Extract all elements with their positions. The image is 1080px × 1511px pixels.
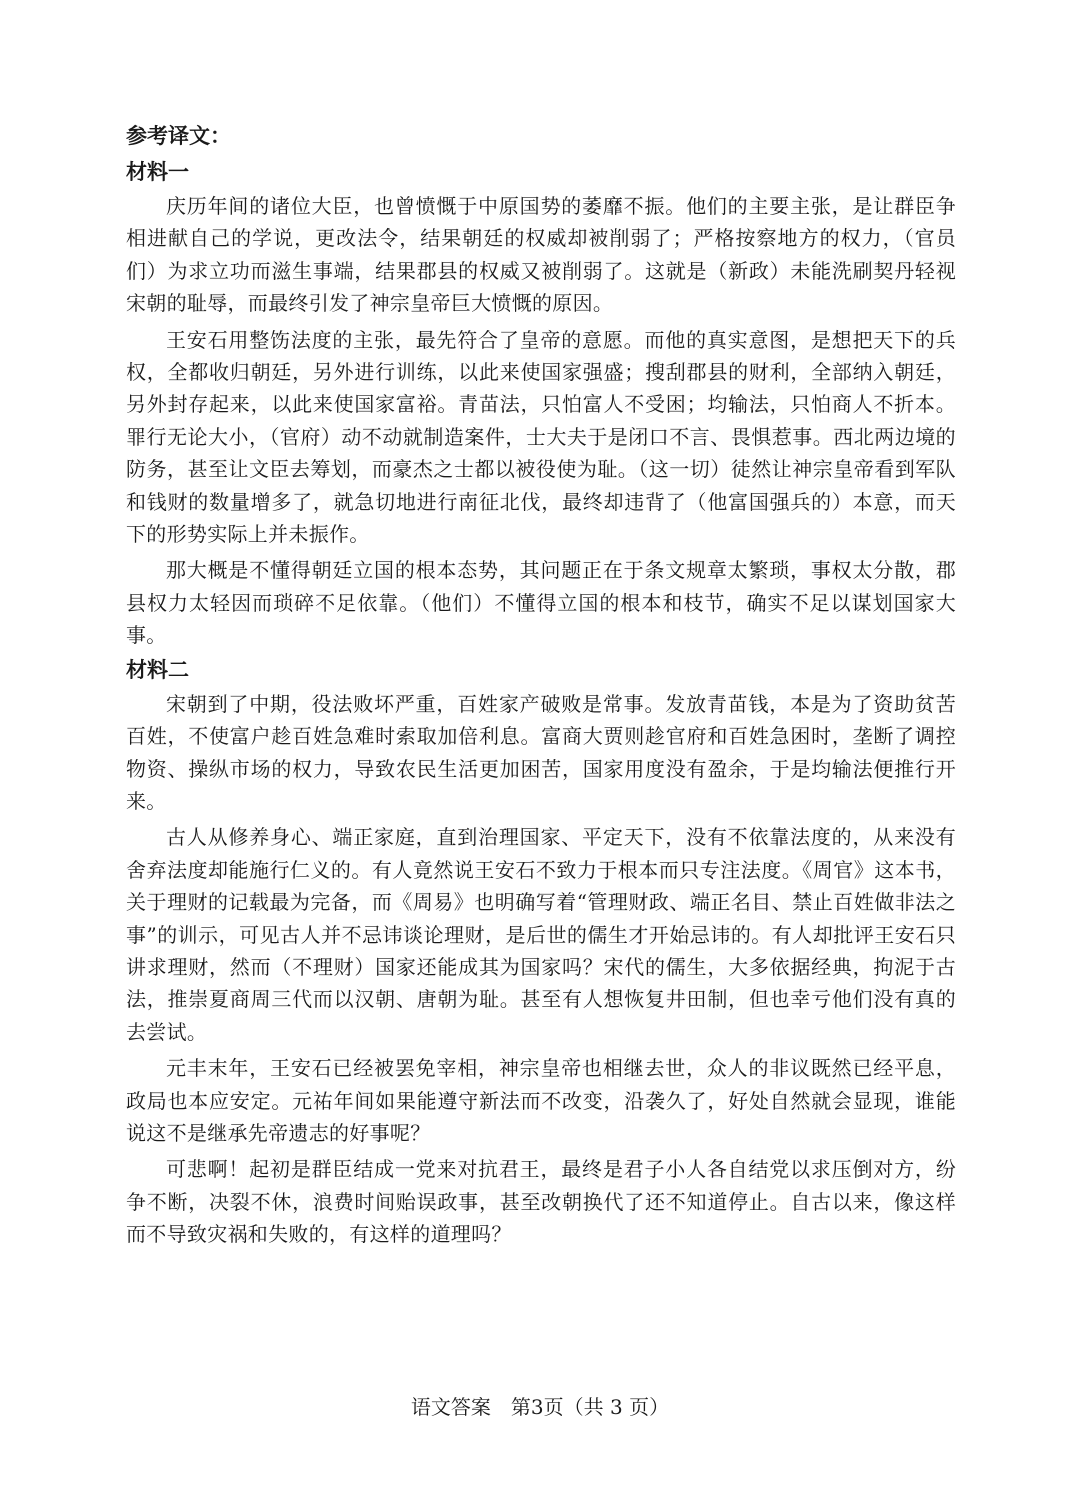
page-footer: 语文答案 第3页（共 3 页） xyxy=(410,1395,670,1419)
answer-page xyxy=(126,118,956,1251)
material-1-paragraph-3: 那大概是不懂得朝廷立国的根本态势，其问题正在于条文规章太繁琐，事权太分散，郡县权力太轻因而琐碎不足依靠。（他们）不懂得立国的根本和枝节，确实不足以谋划国家大事。 xyxy=(126,558,956,648)
section-title-material-1: 材料一 xyxy=(126,160,189,184)
section-title-material-2: 材料二 xyxy=(126,657,189,682)
translation-heading: 参考译文： xyxy=(126,124,231,148)
material-1-paragraph-2: 王安石用整饬法度的主张，最先符合了皇帝的意愿。而他的真实意图，是想把天下的兵权，全都收归朝廷，另外进行训练，以此来使国家强盛；搜刮郡县的财利，全部纳入朝廷，另外封存起来，以此来使国家富裕。青苗法，只怕富人不受困；均输法，只怕商人不折本。罪行无论大小，（官府）动不动就制造案件，士大夫于是闭口不言、畏惧惹事。西北两边境的防务，甚至让文臣去筹划，而豪杰之士都以被役使为耻。（这一切）徒然让神宗皇帝看到军队和钱财的数量增多了，就急切地进行南征北伐，最终却违背了（他富国强兵的）本意，而天下的形势实际上并未振作。 xyxy=(126,327,956,547)
material-2-paragraph-3: 元丰末年，王安石已经被罢免宰相，神宗皇帝也相继去世，众人的非议既然已经平息，政局也本应安定。元祐年间如果能遵守新法而不改变，沿袭久了，好处自然就会显现，谁能说这不是继承先帝遗志的好事呢？ xyxy=(126,1056,956,1145)
material-1-paragraph-1: 庆历年间的诸位大臣，也曾愤慨于中原国势的萎靡不振。他们的主要主张，是让群臣争相进献自己的学说，更改法令，结果朝廷的权威却被削弱了；严格按察地方的权力，（官员们）为求立功而滋生事端，结果郡县的权威又被削弱了。这就是（新政）未能洗刷契丹轻视宋朝的耻辱，而最终引发了神宗皇帝巨大愤慨的原因。 xyxy=(126,194,956,316)
material-2-paragraph-2: 古人从修养身心、端正家庭，直到治理国家、平定天下，没有不依靠法度的，从来没有舍弃法度却能施行仁义的。有人竟然说王安石不致力于根本而只专注法度。《周官》这本书，关于理财的记载最为完备，而《周易》也明确写着“管理财政、端正名目、禁止百姓做非法之事”的训示，可见古人并不忌讳谈论理财，是后世的儒生才开始忌讳的。有人却批评王安石只讲求理财，然而（不理财）国家还能成其为国家吗？宋代的儒生，大多依据经典，拘泥于古法，推崇夏商周三代而以汉朝、唐朝为耻。甚至有人想恢复井田制，但也幸亏他们没有真的去尝试。 xyxy=(126,825,956,1044)
material-2-paragraph-1: 宋朝到了中期，役法败坏严重，百姓家产破败是常事。发放青苗钱，本是为了资助贫苦百姓，不使富户趁百姓急难时索取加倍利息。富商大贾则趁官府和百姓急困时，垄断了调控物资、操纵市场的权力，导致农民生活更加困苦，国家用度没有盈余，于是均输法便推行开来。 xyxy=(126,691,956,813)
material-2-paragraph-4: 可悲啊！起初是群臣结成一党来对抗君王，最终是君子小人各自结党以求压倒对方，纷争不断，决裂不休，浪费时间贻误政事，甚至改朝换代了还不知道停止。自古以来，像这样而不导致灾祸和失败的，有这样的道理吗？ xyxy=(126,1157,956,1247)
